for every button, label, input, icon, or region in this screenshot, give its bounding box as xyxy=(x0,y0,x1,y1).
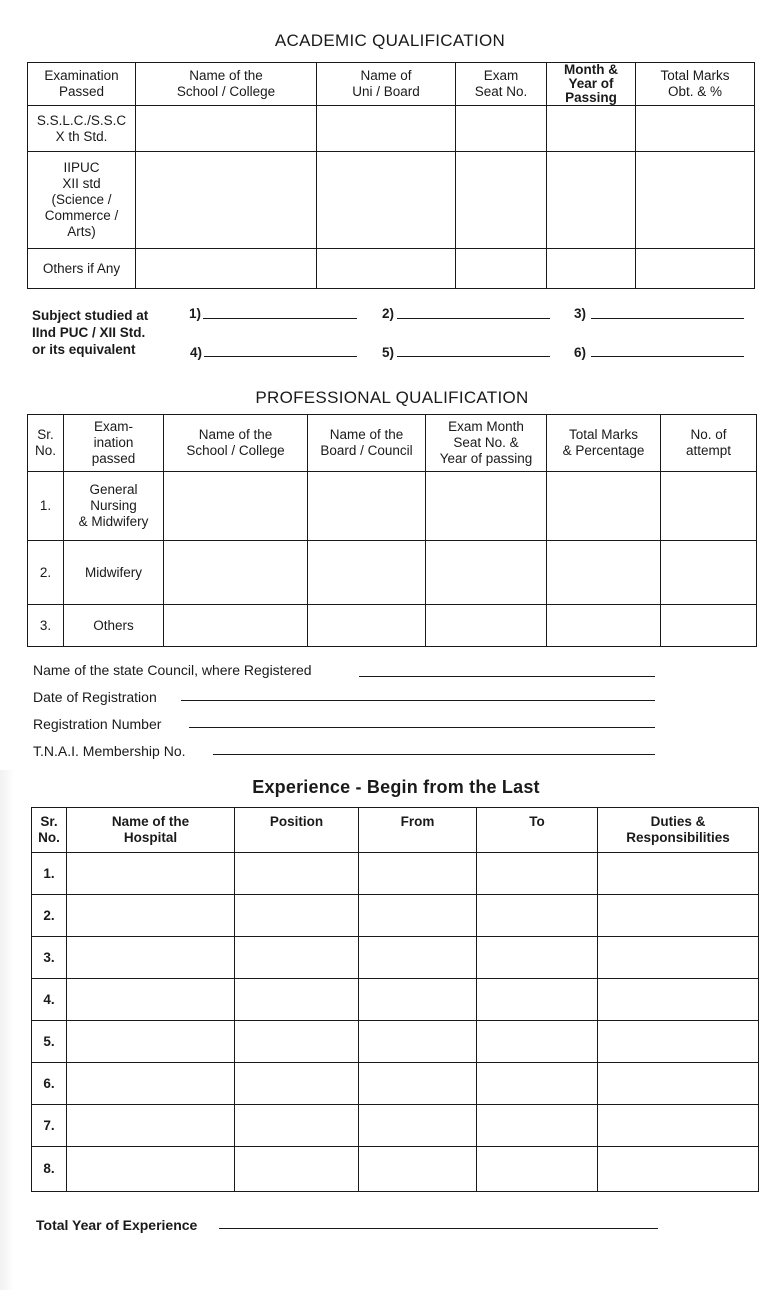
board-cell[interactable] xyxy=(317,106,456,152)
academic-header-board: Name of Uni / Board xyxy=(317,63,456,106)
exam-name: Others if Any xyxy=(28,249,136,289)
sr-number: 3. xyxy=(32,937,67,979)
state-council-label: Name of the state Council, where Registered xyxy=(33,662,312,678)
from-cell[interactable] xyxy=(359,1021,477,1063)
subject-line-4[interactable] xyxy=(204,356,357,357)
state-council-line[interactable] xyxy=(359,676,655,677)
to-cell[interactable] xyxy=(477,937,598,979)
board-cell[interactable] xyxy=(308,605,426,647)
school-cell[interactable] xyxy=(136,106,317,152)
table-row xyxy=(28,605,757,647)
from-cell[interactable] xyxy=(359,937,477,979)
registration-number-line[interactable] xyxy=(189,727,655,728)
subject-number: 3) xyxy=(574,306,587,321)
subject-number: 4) xyxy=(190,345,203,360)
experience-header-row xyxy=(32,808,759,853)
duties-cell[interactable] xyxy=(598,937,759,979)
table-row xyxy=(28,106,755,152)
prof-header-marks: Total Marks & Percentage xyxy=(547,415,661,472)
marks-cell[interactable] xyxy=(547,605,661,647)
table-row xyxy=(28,249,755,289)
position-cell[interactable] xyxy=(235,895,359,937)
table-row xyxy=(28,472,757,541)
sr-number: 6. xyxy=(32,1063,67,1105)
academic-header-exam: Examination Passed xyxy=(28,63,136,106)
sr-number: 4. xyxy=(32,979,67,1021)
duties-cell[interactable] xyxy=(598,1021,759,1063)
hospital-cell[interactable] xyxy=(67,1105,235,1147)
from-cell[interactable] xyxy=(359,895,477,937)
to-cell[interactable] xyxy=(477,979,598,1021)
exam-month-cell[interactable] xyxy=(426,605,547,647)
position-cell[interactable] xyxy=(235,853,359,895)
to-cell[interactable] xyxy=(477,1021,598,1063)
duties-cell[interactable] xyxy=(598,895,759,937)
from-cell[interactable] xyxy=(359,853,477,895)
sr-number: 2. xyxy=(28,541,64,605)
duties-cell[interactable] xyxy=(598,853,759,895)
table-row xyxy=(32,853,759,895)
from-cell[interactable] xyxy=(359,1105,477,1147)
position-cell[interactable] xyxy=(235,1147,359,1192)
table-row xyxy=(32,979,759,1021)
table-row xyxy=(32,1105,759,1147)
exam-name: Others xyxy=(64,605,164,647)
subject-line-1[interactable] xyxy=(203,318,357,319)
position-cell[interactable] xyxy=(235,1105,359,1147)
prof-header-exam-month: Exam Month Seat No. & Year of passing xyxy=(426,415,547,472)
subject-number: 2) xyxy=(382,306,395,321)
to-cell[interactable] xyxy=(477,853,598,895)
seat-cell[interactable] xyxy=(456,249,547,289)
professional-table xyxy=(27,414,757,647)
experience-table xyxy=(31,807,759,1192)
hospital-cell[interactable] xyxy=(67,1063,235,1105)
professional-title: PROFESSIONAL QUALIFICATION xyxy=(255,388,529,407)
from-cell[interactable] xyxy=(359,1147,477,1192)
marks-cell[interactable] xyxy=(636,152,755,249)
sr-number: 7. xyxy=(32,1105,67,1147)
exp-header-hospital: Name of the Hospital xyxy=(67,808,235,853)
subject-line-6[interactable] xyxy=(591,356,744,357)
prof-header-school: Name of the School / College xyxy=(164,415,308,472)
subject-line-5[interactable] xyxy=(397,356,550,357)
scan-edge-shadow xyxy=(0,770,14,1290)
registration-date-label: Date of Registration xyxy=(33,689,157,705)
duties-cell[interactable] xyxy=(598,1105,759,1147)
table-row xyxy=(32,1063,759,1105)
prof-header-attempt: No. of attempt xyxy=(661,415,757,472)
sr-number: 5. xyxy=(32,1021,67,1063)
school-cell[interactable] xyxy=(136,249,317,289)
total-experience-label: Total Year of Experience xyxy=(36,1217,198,1233)
to-cell[interactable] xyxy=(477,1147,598,1192)
exp-header-to: To xyxy=(477,808,598,853)
passing-cell[interactable] xyxy=(547,152,636,249)
board-cell[interactable] xyxy=(308,472,426,541)
table-row xyxy=(32,937,759,979)
sr-number: 8. xyxy=(32,1147,67,1192)
academic-header-seat: Exam Seat No. xyxy=(456,63,547,106)
sr-number: 1. xyxy=(32,853,67,895)
exp-header-sr: Sr. No. xyxy=(32,808,67,853)
school-cell[interactable] xyxy=(164,541,308,605)
board-cell[interactable] xyxy=(317,249,456,289)
total-experience-line[interactable] xyxy=(219,1228,658,1229)
hospital-cell[interactable] xyxy=(67,895,235,937)
prof-header-exam: Exam- ination passed xyxy=(64,415,164,472)
table-row xyxy=(28,541,757,605)
subject-number: 1) xyxy=(189,306,202,321)
duties-cell[interactable] xyxy=(598,1147,759,1192)
position-cell[interactable] xyxy=(235,1021,359,1063)
sr-number: 1. xyxy=(28,472,64,541)
sr-number: 2. xyxy=(32,895,67,937)
marks-cell[interactable] xyxy=(547,541,661,605)
experience-title: Experience - Begin from the Last xyxy=(252,777,540,797)
exp-header-from: From xyxy=(359,808,477,853)
school-cell[interactable] xyxy=(164,605,308,647)
school-cell[interactable] xyxy=(136,152,317,249)
professional-header-row xyxy=(28,415,757,472)
from-cell[interactable] xyxy=(359,1063,477,1105)
exam-name: IIPUC XII std (Science / Commerce / Arts) xyxy=(28,152,136,249)
seat-cell[interactable] xyxy=(456,106,547,152)
subject-line-2[interactable] xyxy=(397,318,550,319)
exam-month-cell[interactable] xyxy=(426,472,547,541)
hospital-cell[interactable] xyxy=(67,853,235,895)
table-row xyxy=(32,895,759,937)
subjects-label: Subject studied at IInd PUC / XII Std. or its equivalent xyxy=(32,308,149,357)
marks-cell[interactable] xyxy=(636,249,755,289)
tnai-membership-label: T.N.A.I. Membership No. xyxy=(33,743,186,759)
attempt-cell[interactable] xyxy=(661,605,757,647)
to-cell[interactable] xyxy=(477,895,598,937)
academic-header-row xyxy=(28,63,755,106)
to-cell[interactable] xyxy=(477,1063,598,1105)
position-cell[interactable] xyxy=(235,937,359,979)
hospital-cell[interactable] xyxy=(67,1147,235,1192)
academic-header-school: Name of the School / College xyxy=(136,63,317,106)
exam-name: S.S.L.C./S.S.C X th Std. xyxy=(28,106,136,152)
to-cell[interactable] xyxy=(477,1105,598,1147)
hospital-cell[interactable] xyxy=(67,979,235,1021)
hospital-cell[interactable] xyxy=(67,937,235,979)
prof-header-sr: Sr. No. xyxy=(28,415,64,472)
sr-number: 3. xyxy=(28,605,64,647)
seat-cell[interactable] xyxy=(456,152,547,249)
subject-line-3[interactable] xyxy=(591,318,744,319)
table-row xyxy=(32,1021,759,1063)
table-row xyxy=(28,152,755,249)
academic-title: ACADEMIC QUALIFICATION xyxy=(274,31,506,50)
from-cell[interactable] xyxy=(359,979,477,1021)
academic-table xyxy=(27,62,755,289)
passing-cell[interactable] xyxy=(547,106,636,152)
board-cell[interactable] xyxy=(317,152,456,249)
academic-header-marks: Total Marks Obt. & % xyxy=(636,63,755,106)
duties-cell[interactable] xyxy=(598,1063,759,1105)
attempt-cell[interactable] xyxy=(661,541,757,605)
subject-number: 6) xyxy=(574,345,587,360)
position-cell[interactable] xyxy=(235,1063,359,1105)
marks-cell[interactable] xyxy=(636,106,755,152)
academic-header-month-year: Month & Year of Passing xyxy=(547,63,636,106)
registration-date-line[interactable] xyxy=(181,700,655,701)
exam-name: Midwifery xyxy=(64,541,164,605)
position-cell[interactable] xyxy=(235,979,359,1021)
passing-cell[interactable] xyxy=(547,249,636,289)
prof-header-board: Name of the Board / Council xyxy=(308,415,426,472)
marks-cell[interactable] xyxy=(547,472,661,541)
board-cell[interactable] xyxy=(308,541,426,605)
exam-name: General Nursing & Midwifery xyxy=(64,472,164,541)
exam-month-cell[interactable] xyxy=(426,541,547,605)
exp-header-position: Position xyxy=(235,808,359,853)
registration-number-label: Registration Number xyxy=(33,716,162,732)
exp-header-duties: Duties & Responsibilities xyxy=(598,808,759,853)
subject-number: 5) xyxy=(382,345,395,360)
tnai-membership-line[interactable] xyxy=(213,754,655,755)
school-cell[interactable] xyxy=(164,472,308,541)
attempt-cell[interactable] xyxy=(661,472,757,541)
table-row xyxy=(32,1147,759,1192)
hospital-cell[interactable] xyxy=(67,1021,235,1063)
duties-cell[interactable] xyxy=(598,979,759,1021)
